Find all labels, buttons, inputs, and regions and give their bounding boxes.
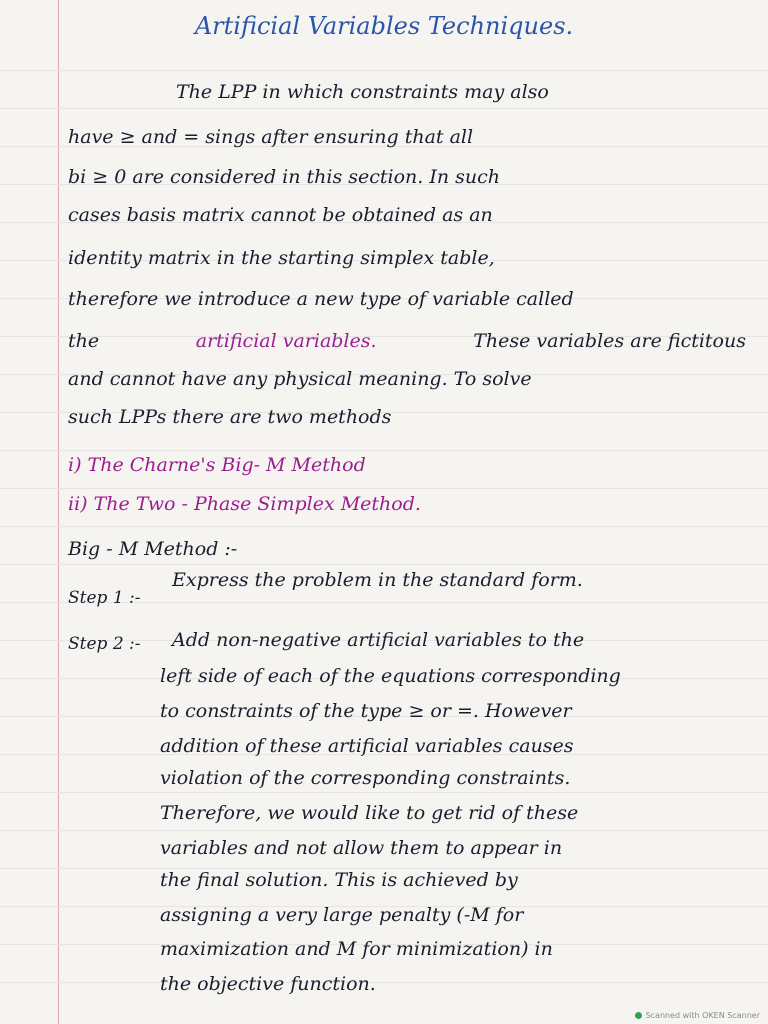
- step2-label: Step 2 :-: [68, 634, 141, 654]
- step2-line-9: maximization and M for minimization) in: [160, 938, 553, 960]
- text-line-9: such LPPs there are two methods: [68, 406, 392, 428]
- scanner-watermark: [635, 1011, 760, 1020]
- step1-label: Step 1 :-: [68, 588, 141, 608]
- text-line-3: bi ≥ 0 are considered in this section. In such: [68, 166, 500, 188]
- step2-line-6: variables and not allow them to appear in: [160, 837, 563, 859]
- ruled-line: [0, 792, 768, 793]
- ruled-line: [0, 108, 768, 109]
- step2-line-5: Therefore, we would like to get rid of these: [160, 802, 579, 824]
- ruled-line: [0, 830, 768, 831]
- scanner-logo-icon: [635, 1012, 642, 1019]
- method-2: ii) The Two - Phase Simplex Method.: [68, 493, 421, 515]
- step2-line-10: the objective function.: [160, 973, 376, 995]
- step2-line-4: violation of the corresponding constraints.: [160, 767, 571, 789]
- ruled-line: [0, 564, 768, 565]
- artificial-variables-highlight: artificial variables.: [195, 330, 377, 352]
- page-title: Artificial Variables Techniques.: [194, 12, 574, 40]
- step2-line-2: to constraints of the type ≥ or =. However: [160, 700, 572, 722]
- step1-text: Express the problem in the standard form.: [172, 569, 583, 591]
- ruled-line: [0, 488, 768, 489]
- line7-post: These variables are fictitous: [473, 330, 746, 352]
- line7-pre: the: [68, 330, 100, 352]
- ruled-line: [0, 70, 768, 71]
- step2-line-3: addition of these artificial variables causes: [160, 735, 574, 757]
- margin-line: [58, 0, 59, 1024]
- step2-line-8: assigning a very large penalty (-M for: [160, 904, 524, 926]
- method-1: i) The Charne's Big- M Method: [68, 454, 366, 476]
- step2-line-1: left side of each of the equations corresponding: [160, 665, 621, 687]
- section-heading: Big - M Method :-: [68, 538, 238, 560]
- ruled-line: [0, 526, 768, 527]
- text-line-5: identity matrix in the starting simplex table,: [68, 247, 495, 269]
- text-line-4: cases basis matrix cannot be obtained as an: [68, 204, 493, 226]
- step2-first-line: Add non-negative artificial variables to the: [172, 629, 585, 651]
- step2-line-7: the final solution. This is achieved by: [160, 869, 518, 891]
- scanner-text: Scanned with OKEN Scanner: [645, 1011, 760, 1020]
- text-line-7: [68, 327, 746, 355]
- text-line-1: The LPP in which constraints may also: [176, 81, 549, 103]
- text-line-2: have ≥ and = sings after ensuring that all: [68, 126, 474, 148]
- text-line-8: and cannot have any physical meaning. To solve: [68, 368, 532, 390]
- text-line-6: therefore we introduce a new type of variable called: [68, 288, 574, 310]
